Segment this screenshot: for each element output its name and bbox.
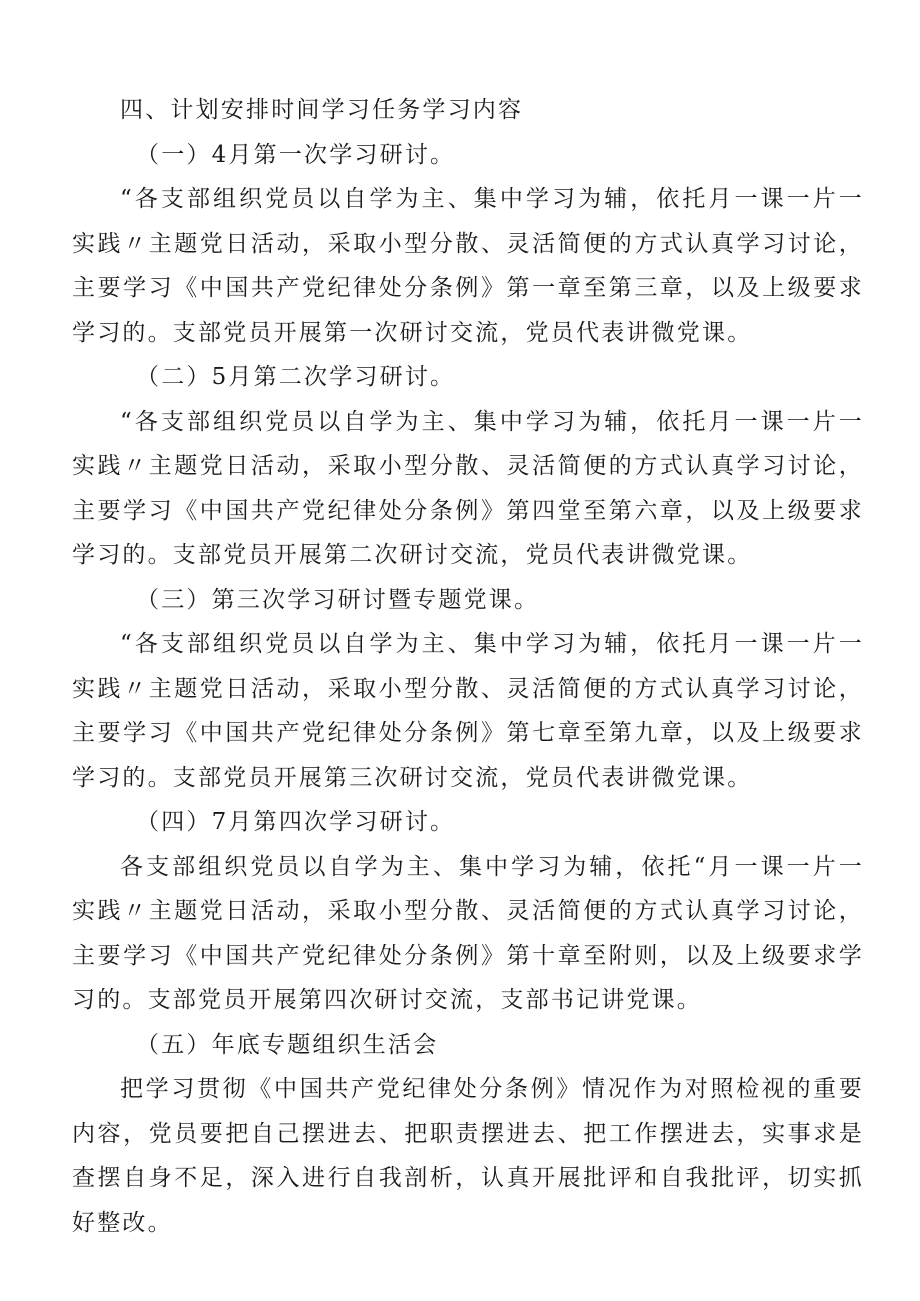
subsection-body-1: “各支部组织党员以自学为主、集中学习为辅，依托月一课一片一实践〃主题党日活动，采取小型分散、灵活简便的方式认真学习讨论，主要学习《中国共产党纪律处分条例》第一章至第三章，以及上级要求学习的。支部党员开展第一次研讨交流，党员代表讲微党课。 bbox=[72, 186, 864, 346]
document-body bbox=[72, 88, 864, 1245]
subsection-title-3: （三）第三次学习研讨暨专题党课。 bbox=[136, 586, 540, 613]
subsection-body-3: “各支部组织党员以自学为主、集中学习为辅，依托月一课一片一实践〃主题党日活动，采取小型分散、灵活简便的方式认真学习讨论，主要学习《中国共产党纪律处分条例》第七章至第九章，以及上级要求学习的。支部党员开展第三次研讨交流，党员代表讲微党课。 bbox=[72, 631, 864, 791]
subsection-body-4: 各支部组织党员以自学为主、集中学习为辅，依托“月一课一片一实践〃主题党日活动，采取小型分散、灵活简便的方式认真学习讨论，主要学习《中国共产党纪律处分条例》第十章至附则，以及上级要求学习的。支部党员开展第四次研讨交流，支部书记讲党课。 bbox=[72, 853, 864, 1013]
subsection-title-5: （五）年底专题组织生活会 bbox=[136, 1031, 439, 1058]
subsection-title-1: （一）4月第一次学习研讨。 bbox=[136, 141, 456, 168]
subsection-body-2: “各支部组织党员以自学为主、集中学习为辅，依托月一课一片一实践〃主题党日活动，采取小型分散、灵活简便的方式认真学习讨论，主要学习《中国共产党纪律处分条例》第四堂至第六章，以及上级要求学习的。支部党员开展第二次研讨交流，党员代表讲微党课。 bbox=[72, 408, 864, 568]
subsection-body-5: 把学习贯彻《中国共产党纪律处分条例》情况作为对照检视的重要内容，党员要把自己摆进去、把职责摆进去、把工作摆进去，实事求是查摆自身不足，深入进行自我剖析，认真开展批评和自我批评，切实抓好整改。 bbox=[72, 1076, 864, 1236]
subsection-title-4: （四）7月第四次学习研讨。 bbox=[136, 809, 456, 835]
subsection-title-2: （二）5月第二次学习研讨。 bbox=[136, 364, 456, 390]
section-heading: 四、计划安排时间学习任务学习内容 bbox=[120, 97, 524, 123]
